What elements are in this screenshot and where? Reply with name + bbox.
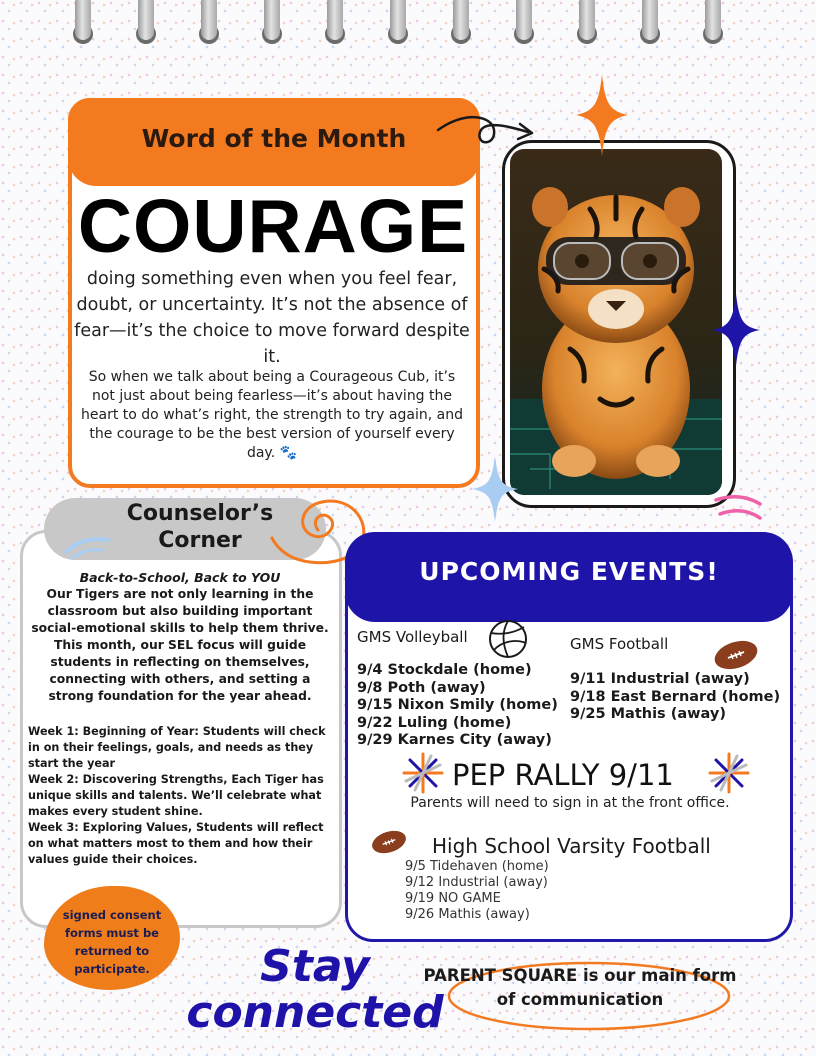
counselor-subtitle: Back-to-School, Back to YOU [79,570,281,585]
football-games [570,671,780,724]
pink-swoosh-icon [710,490,766,526]
counselor-title-line1: Counselor’s [126,501,274,526]
word-definition: doing something even when you feel fear, doubt, or uncertainty. It’s not the absence of fear—it’s the choice to move forward despite it. [74,269,470,367]
list-item: 9/12 Industrial (away) [405,875,548,890]
word-explanation: So when we talk about being a Courageous Cub, it’s not just about being fearless—it’s about having the heart to do what’s right, the strength to try again, and the courage to be the best version of yourself every day. 🐾 [81,369,463,461]
pep-rally-note: Parents will need to sign in at the front office. [410,795,730,811]
list-item: 9/29 Karnes City (away) [357,732,552,748]
tiger-cub-photo-icon [510,149,722,495]
week-item: Week 3: Exploring Values, Students will reflect on what matters most to them and how their values guide their choices. [28,821,324,866]
consent-note: signed consent forms must be returned to participate. [62,908,162,976]
parent-square-note: PARENT SQUARE is our main form of communication [423,966,737,1009]
list-item: 9/18 East Bernard (home) [570,688,781,705]
week-item: Week 1: Beginning of Year: Students will check in on their feelings, goals, and needs as they start the year [28,725,326,770]
navy-sparkle-icon [712,294,760,366]
list-item: 9/4 Stockdale (home) [357,662,532,678]
word-of-month-word: COURAGE [77,184,469,268]
list-item: 9/5 Tidehaven (home) [405,859,549,874]
blue-swoosh-icon [62,530,112,560]
connected-word: connected [186,987,444,1038]
high-school-football-title: High School Varsity Football [432,834,711,858]
football-icon [712,638,760,672]
counselor-title-line2: Corner [158,528,242,553]
list-item: 9/8 Poth (away) [357,679,486,696]
pep-rally-title: PEP RALLY 9/11 [452,758,674,792]
pom-pom-icon [708,752,750,794]
list-item: 9/15 Nixon Smily (home) [357,697,558,713]
volleyball-games [357,662,558,750]
football-title: GMS Football [570,635,669,653]
events-title: UPCOMING EVENTS! [419,557,719,586]
counselor-intro: Our Tigers are not only learning in the classroom but also building important social-emotional skills to help them thrive. This month, our SEL focus will guide students in reflecting on themselves, connecting with others, and setting a strong foundation for the year ahead. [31,587,329,703]
list-item: 9/19 NO GAME [405,891,501,906]
volleyball-title: GMS Volleyball [357,628,468,646]
stay-word: Stay [260,941,370,992]
counselor-weeks [28,724,330,868]
blue-sparkle-icon [472,456,518,522]
high-school-games [405,859,665,923]
week-item: Week 2: Discovering Strengths, Each Tiger has unique skills and talents. We’ll celebrate what makes every student shine. [28,773,324,818]
volleyball-icon [488,619,528,659]
word-of-month-title: Word of the Month [141,124,407,153]
stay-connected-title [180,941,450,1038]
list-item: 9/22 Luling (home) [357,714,512,731]
football-icon [370,828,408,856]
list-item: 9/26 Mathis (away) [405,907,530,922]
list-item: 9/11 Industrial (away) [570,671,750,687]
list-item: 9/25 Mathis (away) [570,706,726,722]
pom-pom-icon [402,752,444,794]
orange-sparkle-icon [576,74,628,156]
